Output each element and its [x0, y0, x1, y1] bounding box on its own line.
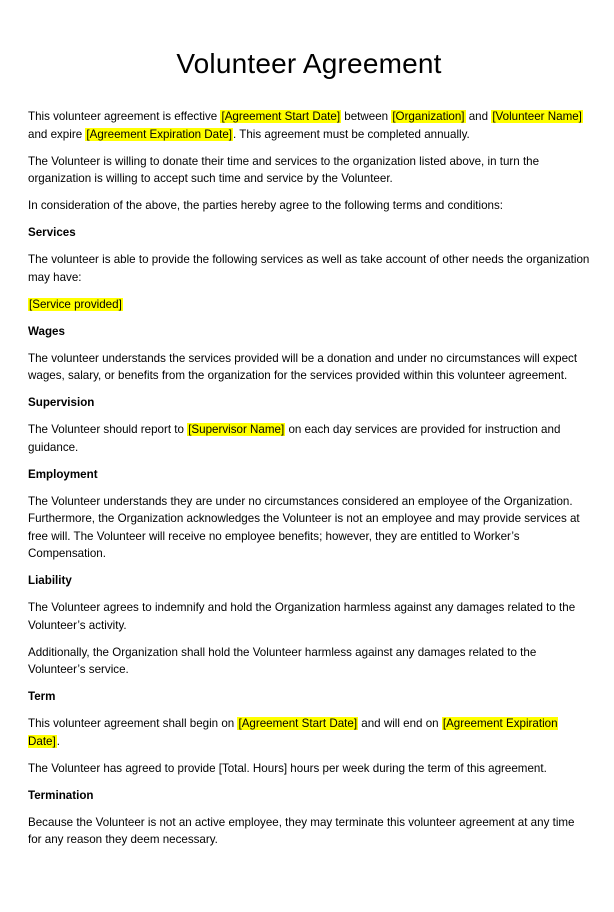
employment-heading: Employment [28, 467, 98, 481]
term-start-date-placeholder: [Agreement Start Date] [238, 717, 358, 730]
willingness-paragraph: The Volunteer is willing to donate their time and services to the organization listed above, in turn the organization is willing to accept such time and service by the Volunteer. [28, 154, 540, 185]
wages-heading: Wages [28, 324, 65, 338]
service-placeholder-line [28, 296, 590, 314]
intro-text: between [341, 110, 392, 123]
intro-paragraph [28, 108, 590, 143]
supervisor-name-placeholder: [Supervisor Name] [188, 423, 285, 436]
term-text: . [56, 734, 60, 748]
intro-text: . This agreement must be completed annually. [233, 127, 470, 141]
term-heading: Term [28, 690, 56, 703]
hours-paragraph: The Volunteer has agreed to provide [Total. Hours] hours per week during the term of this agreement. [28, 761, 547, 775]
termination-heading: Termination [28, 788, 94, 802]
term-paragraph [28, 715, 590, 750]
services-paragraph: The volunteer is able to provide the following services as well as take account of other needs the organization may have: [28, 253, 590, 284]
intro-text: and expire [28, 127, 86, 141]
volunteer-name-placeholder: [Volunteer Name] [492, 110, 582, 123]
document-body [28, 108, 590, 858]
term-expiration-date-placeholder: [Agreement Expiration Date] [28, 717, 558, 748]
term-text: This volunteer agreement shall begin on [28, 717, 238, 730]
document-title: Volunteer Agreement [176, 48, 442, 79]
intro-text: This volunteer agreement is effective [28, 110, 221, 123]
liability-heading: Liability [28, 574, 72, 587]
consideration-paragraph: In consideration of the above, the parties hereby agree to the following terms and conditions: [28, 199, 503, 212]
organization-placeholder: [Organization] [392, 110, 465, 123]
employment-paragraph: The Volunteer understands they are under no circumstances considered an employee of the Organization. Furthermore, the Organization acknowledges the Volunteer is not an employee and may provide services at free will. The Volunteer will receive no employee benefits; however, they are entitled to Worker’s Compensation. [28, 494, 580, 560]
intro-text: and [465, 110, 492, 123]
supervision-text: on each day services are provided for instruction and guidance. [28, 423, 561, 454]
start-date-placeholder: [Agreement Start Date] [221, 110, 341, 123]
termination-paragraph: Because the Volunteer is not an active employee, they may terminate this volunteer agreement at any time for any reason they deem necessary. [28, 815, 575, 846]
expiration-date-placeholder: [Agreement Expiration Date] [86, 127, 233, 141]
supervision-text: The Volunteer should report to [28, 423, 188, 436]
supervision-paragraph [28, 421, 590, 456]
service-provided-placeholder: [Service provided] [29, 297, 122, 311]
liability-paragraph-2: Additionally, the Organization shall hold the Volunteer harmless against any damages related to the Volunteer’s service. [28, 645, 537, 676]
wages-paragraph: The volunteer understands the services provided will be a donation and under no circumstances will expect wages, salary, or benefits from the organization for the services provided within this volunteer agreement. [28, 351, 578, 382]
term-text: and will end on [358, 717, 442, 730]
liability-paragraph-1: The Volunteer agrees to indemnify and hold the Organization harmless against any damages related to the Volunteer’s activity. [28, 601, 576, 632]
services-heading: Services [28, 226, 76, 239]
supervision-heading: Supervision [28, 396, 95, 409]
